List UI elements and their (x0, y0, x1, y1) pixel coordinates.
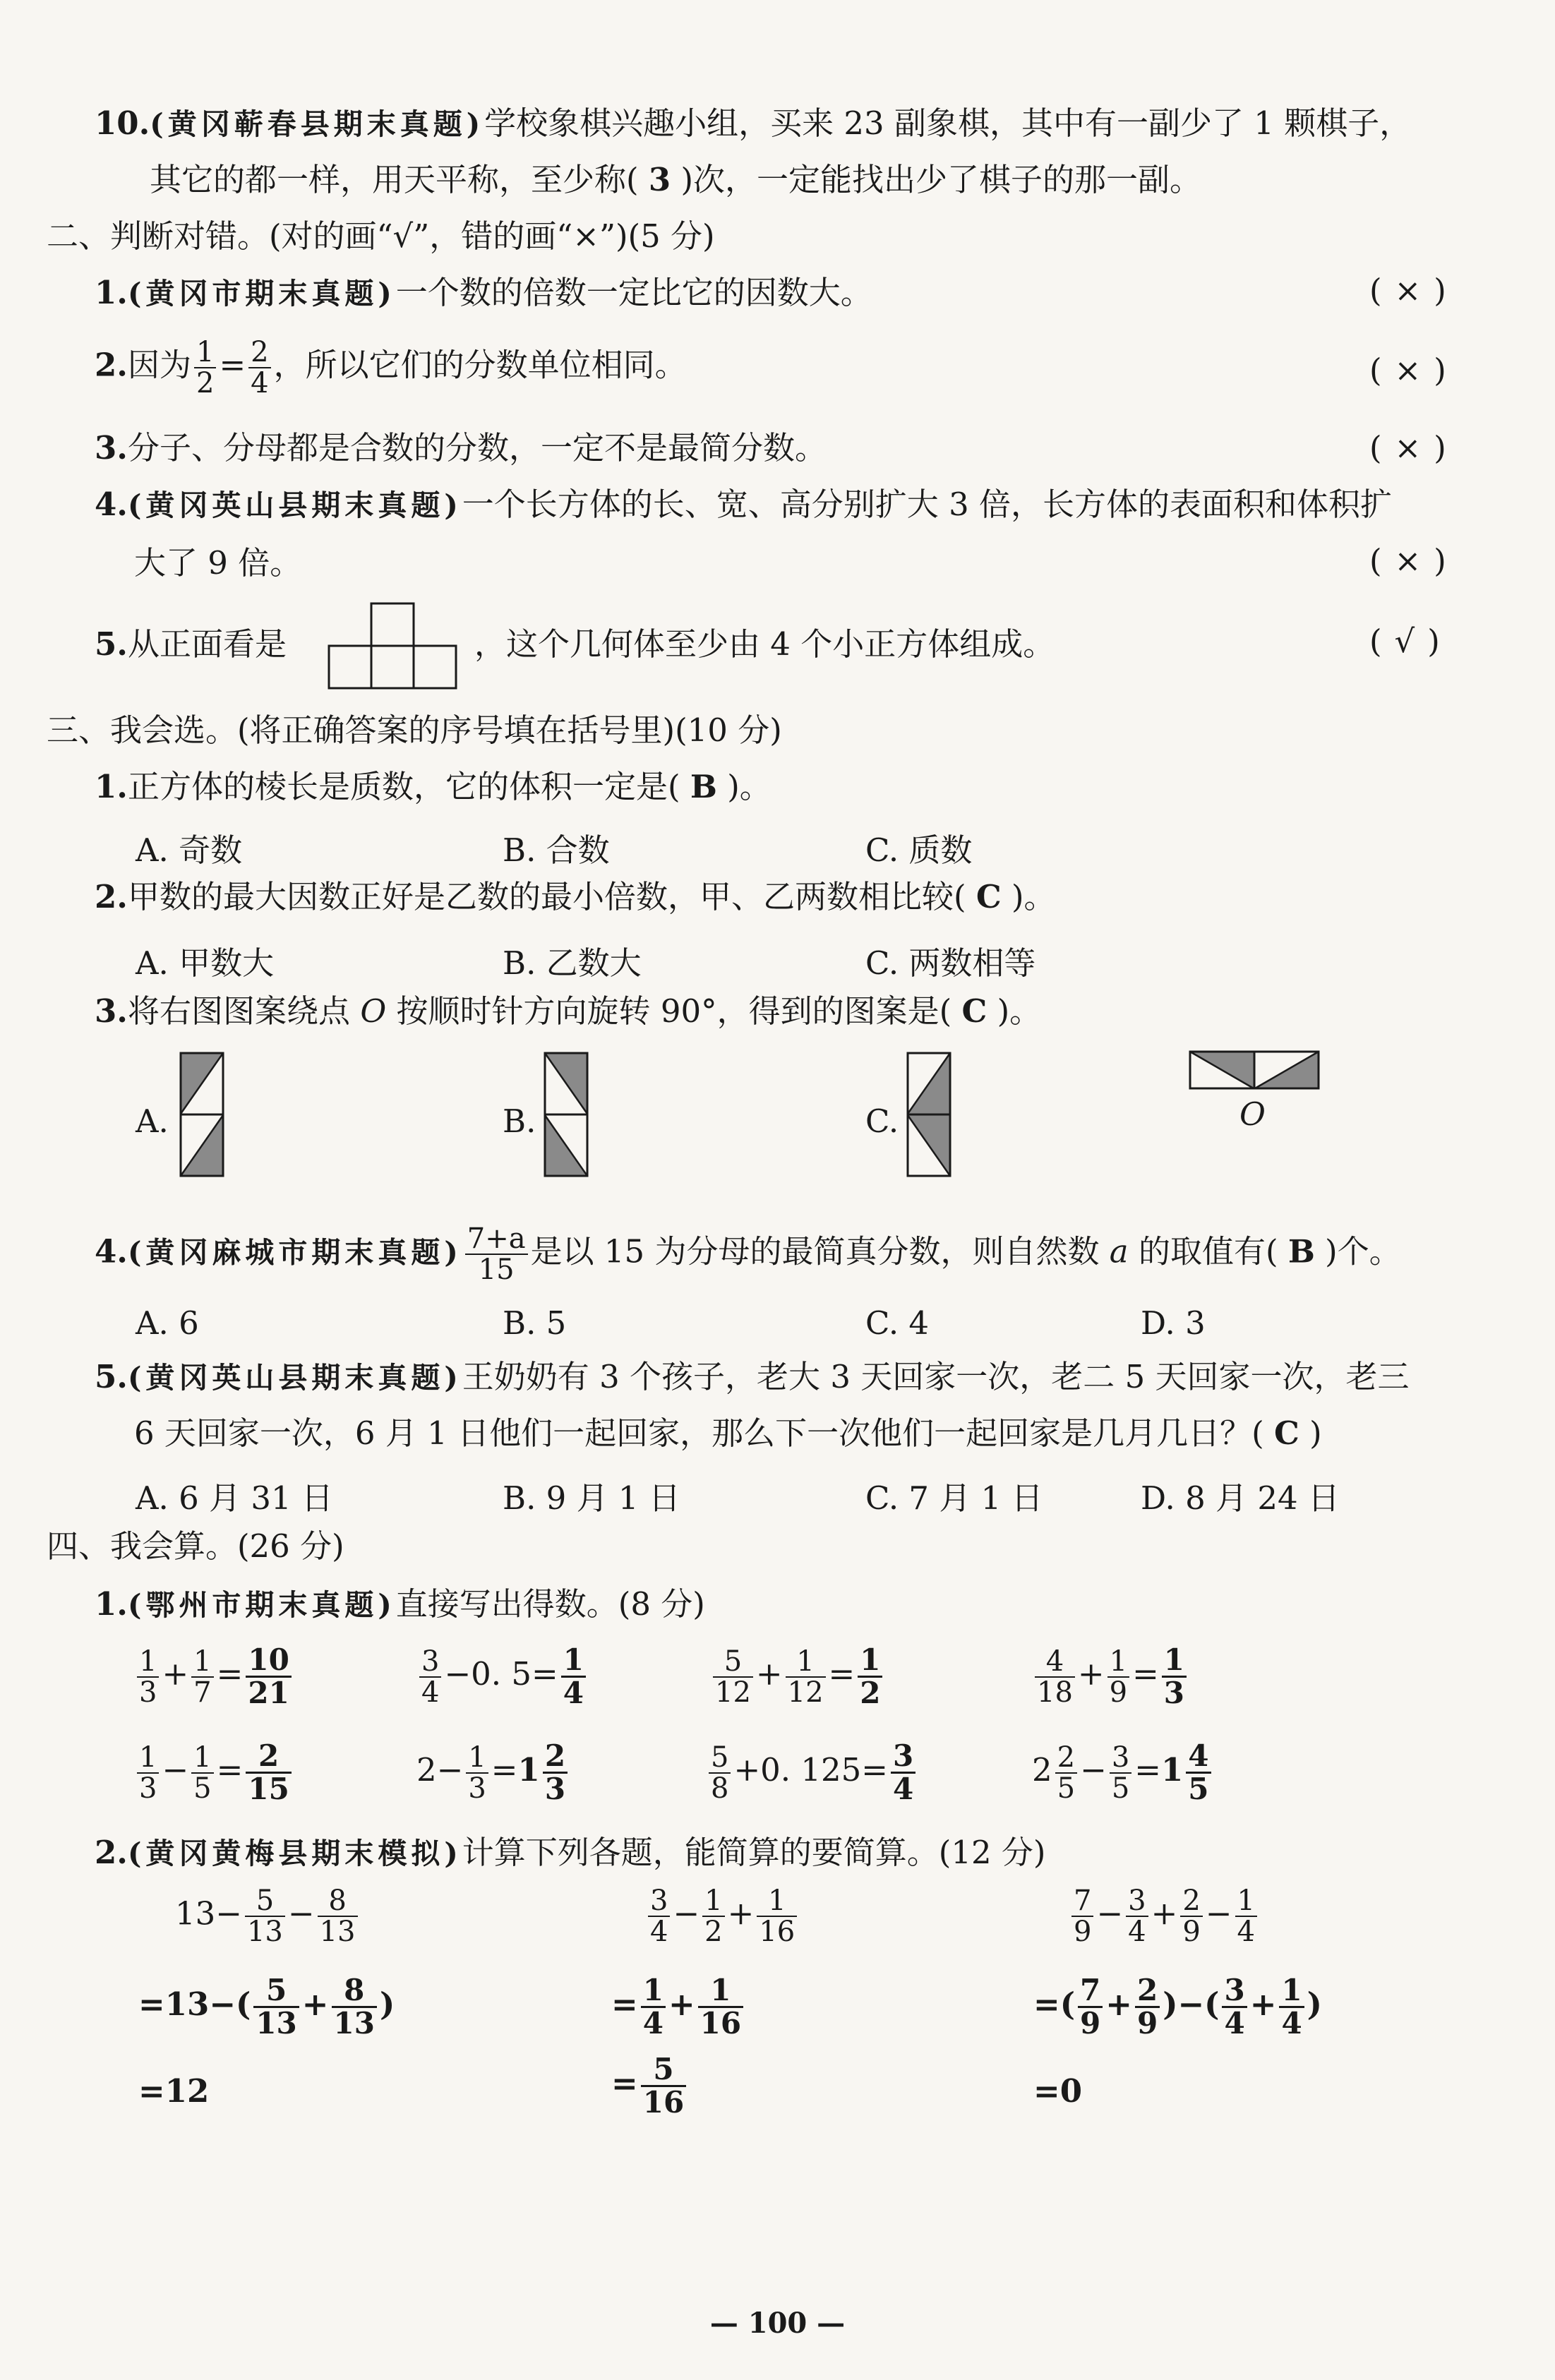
calc-r1-2: $\frac{3}{4}$ −0. 5= $\frac{1}{4}$ (416, 1645, 589, 1709)
s2-item1 (95, 274, 872, 311)
s2-item2-eq: = (219, 346, 246, 384)
s3-q3-number: 3. (95, 992, 128, 1030)
s3-q5-source: (黄冈英山县期末真题) (127, 1361, 462, 1395)
s3-q4-source: (黄冈麻城市期末真题) (127, 1235, 462, 1270)
s4-q2-number: 2. (95, 1834, 128, 1871)
s3-q3-figure-b (542, 1050, 590, 1179)
calc3-problem: $\frac{7}{9}$ − $\frac{3}{4}$ + $\frac{2}{9}$ − $\frac{1}{4}$ (1069, 1886, 1260, 1947)
s4-q1-source: (鄂州市期末真题) (127, 1588, 396, 1622)
calc2-step1: = $\frac{1}{4}$ + $\frac{1}{16}$ (611, 1975, 746, 2039)
s3-q3-point: O (360, 992, 387, 1030)
page-number: — 100 — (709, 2307, 846, 2340)
calc-r1-2-answer: $\frac{1}{4}$ (561, 1645, 586, 1709)
s2-item2-frac2: $\frac{2}{4}$ (248, 337, 270, 398)
calc-r1-4: $\frac{4}{18}$ + $\frac{1}{9}$ = $\frac{1}{3}$ (1032, 1645, 1189, 1709)
s3-q4-option-b: B. 5 (503, 1304, 567, 1342)
front-view-figure (326, 601, 460, 690)
calc1-problem: 13− $\frac{5}{13}$ − $\frac{8}{13}$ (175, 1886, 361, 1947)
q10-line1 (95, 104, 1412, 142)
s3-q4-text-a: 是以 15 为分母的最简真分数，则自然数 (530, 1232, 1100, 1270)
s2-item1-source: (黄冈市期末真题) (127, 277, 396, 311)
calc-r2-3-answer: $\frac{3}{4}$ (891, 1741, 915, 1805)
q10-answer: 3 (648, 161, 671, 198)
calc3-step1: =( $\frac{7}{9}$ + $\frac{2}{9}$ )−( $\frac{3}{4}$ + $\frac{1}{4}$ ) (1033, 1973, 1322, 2041)
calc-r1-3: $\frac{5}{12}$ + $\frac{1}{12}$ = $\frac{1}{2}$ (710, 1645, 885, 1709)
s3-q5-option-d: D. 8 月 24 日 (1141, 1479, 1340, 1517)
s3-q2-text-b: )。 (1011, 878, 1056, 915)
s3-q1-number: 1. (95, 768, 128, 805)
s2-item2 (95, 337, 687, 398)
s2-item4-line1 (95, 486, 1393, 523)
s2-item1-text: 一个数的倍数一定比它的因数大。 (395, 274, 872, 311)
s3-q4-var: a (1109, 1232, 1129, 1270)
s2-item5-mark: (√) (1369, 623, 1453, 660)
s3-q5-text-c: ) (1309, 1414, 1322, 1452)
s2-item4-text-a: 一个长方体的长、宽、高分别扩大 3 倍，长方体的表面积和体积扩 (462, 486, 1393, 523)
s3-q1-answer: B (690, 768, 717, 805)
s2-item2-text-a: 因为 (127, 346, 191, 384)
calc-r2-2-answer: $\frac{2}{3}$ (543, 1741, 568, 1805)
s2-item3-number: 3. (95, 429, 128, 467)
s3-q5-answer: C (1273, 1414, 1299, 1452)
s3-q3-point-label: O (1239, 1095, 1266, 1133)
calc-r1-4-answer: $\frac{1}{3}$ (1162, 1645, 1187, 1709)
s2-item5-text-a: 从正面看是 (127, 625, 287, 663)
s3-q4-fraction: $\frac{7+a}{15}$ (465, 1224, 528, 1285)
s3-q5-line1 (95, 1358, 1410, 1395)
section3-title: 三、我会选。(将正确答案的序号填在括号里)(10 分) (47, 711, 782, 749)
s3-q5-text-b: 6 天回家一次，6 月 1 日他们一起回家，那么下一次他们一起回家是几月几日？( (134, 1414, 1264, 1452)
s2-item3 (95, 429, 827, 467)
q10-text-a: 学校象棋兴趣小组，买来 23 副象棋，其中有一副少了 1 颗棋子， (484, 104, 1412, 142)
s2-item2-number: 2. (95, 346, 128, 384)
calc-r2-2: 2− $\frac{1}{3}$ =1 $\frac{2}{3}$ (416, 1741, 570, 1805)
s2-item5-text-b: ，这个几何体至少由 4 个小正方体组成。 (474, 625, 1055, 663)
s2-item2-frac1: $\frac{1}{2}$ (194, 337, 216, 398)
s3-q3-text-b: 按顺时针方向旋转 90°，得到的图案是( (396, 992, 952, 1030)
s3-q3-figure-a (178, 1050, 226, 1179)
s3-q4-option-c: C. 4 (865, 1304, 930, 1342)
s3-q1-option-a: A. 奇数 (136, 831, 243, 869)
s3-q5-option-a: A. 6 月 31 日 (136, 1479, 333, 1517)
s2-item3-text: 分子、分母都是合数的分数，一定不是最简分数。 (127, 429, 827, 467)
s3-q2-option-c: C. 两数相等 (865, 944, 1036, 982)
calc-r2-4-answer: $\frac{4}{5}$ (1186, 1741, 1211, 1805)
s3-q2-text-a: 甲数的最大因数正好是乙数的最小倍数，甲、乙两数相比较( (127, 878, 966, 915)
s2-item2-mark: (×) (1369, 351, 1459, 389)
s4-q2-text: 计算下列各题，能简算的要简算。(12 分) (462, 1834, 1046, 1871)
s3-q3-label-a: A. (136, 1102, 169, 1140)
s3-q1-option-b: B. 合数 (503, 831, 610, 869)
calc-r2-1-answer: $\frac{2}{15}$ (246, 1741, 291, 1805)
s3-q3-label-c: C. (865, 1102, 899, 1140)
q10-number: 10. (95, 104, 150, 142)
calc1-result: =12 (138, 2072, 210, 2110)
s2-item2-text-b: ，所以它们的分数单位相同。 (273, 346, 687, 384)
s3-q5-number: 5. (95, 1358, 128, 1395)
s3-q2-option-b: B. 乙数大 (503, 944, 642, 982)
q10-line2 (150, 161, 1202, 198)
calc-r2-3: $\frac{5}{8}$ +0. 125= $\frac{3}{4}$ (706, 1741, 918, 1805)
s3-q2-option-a: A. 甲数大 (136, 944, 275, 982)
calc2-result: = $\frac{5}{16}$ (611, 2054, 689, 2118)
s3-q4-option-d: D. 3 (1141, 1304, 1206, 1342)
s3-q5-option-c: C. 7 月 1 日 (865, 1479, 1043, 1517)
calc2-problem: $\frac{3}{4}$ − $\frac{1}{2}$ + $\frac{1}{16}$ (645, 1886, 800, 1947)
s3-q1-text-b: )。 (727, 768, 772, 805)
s3-q4-text-b: 的取值有( (1138, 1232, 1278, 1270)
s3-q3-text-c: )。 (997, 992, 1042, 1030)
q10-text-c: )次，一定能找出少了棋子的那一副。 (680, 161, 1202, 198)
s2-item5-number: 5. (95, 625, 128, 663)
s3-q3-figure-c (905, 1050, 953, 1179)
s3-q2 (95, 878, 1056, 915)
s3-q2-answer: C (975, 878, 1002, 915)
s3-q1-option-c: C. 质数 (865, 831, 973, 869)
s2-item1-mark: (×) (1369, 272, 1459, 309)
s4-q1-number: 1. (95, 1585, 128, 1623)
s4-q2-source: (黄冈黄梅县期末模拟) (127, 1837, 462, 1870)
calc-r1-1: $\frac{1}{3}$ + $\frac{1}{7}$ = $\frac{10}{21}$ (134, 1645, 294, 1709)
s3-q3-text-a: 将右图图案绕点 (127, 992, 350, 1030)
calc-r1-1-answer: $\frac{10}{21}$ (246, 1645, 291, 1709)
s3-q4-option-a: A. 6 (136, 1304, 199, 1342)
calc-r2-4: 2 $\frac{2}{5}$ − $\frac{3}{5}$ =1 $\frac{4}{5}$ (1032, 1741, 1214, 1805)
s3-q3-answer: C (961, 992, 987, 1030)
s3-q5-option-b: B. 9 月 1 日 (503, 1479, 680, 1517)
s2-item4-source: (黄冈英山县期末真题) (127, 488, 462, 522)
s3-q3-label-b: B. (503, 1102, 536, 1140)
s2-item4-mark: (×) (1369, 542, 1459, 579)
s3-q5-line2 (134, 1414, 1322, 1452)
s4-q1 (95, 1585, 705, 1623)
calc3-result: =0 (1033, 2072, 1083, 2110)
s2-item1-number: 1. (95, 274, 128, 311)
q10-text-b: 其它的都一样，用天平称，至少称( (150, 161, 639, 198)
section4-title: 四、我会算。(26 分) (47, 1527, 344, 1565)
section2-title: 二、判断对错。(对的画“√”，错的画“×”)(5 分) (47, 217, 715, 255)
s3-q5-text-a: 王奶奶有 3 个孩子，老大 3 天回家一次，老二 5 天回家一次，老三 (462, 1358, 1410, 1395)
calc1-step1: =13−( $\frac{5}{13}$ + $\frac{8}{13}$ ) (138, 1973, 395, 2041)
s3-q1-text-a: 正方体的棱长是质数，它的体积一定是( (127, 768, 680, 805)
s3-q4-text-c: )个。 (1325, 1232, 1401, 1270)
calc-r1-3-answer: $\frac{1}{2}$ (858, 1645, 882, 1709)
s2-item4-text-b: 大了 9 倍。 (134, 544, 302, 582)
calc-r2-1: $\frac{1}{3}$ − $\frac{1}{5}$ = $\frac{2}{15}$ (134, 1741, 294, 1805)
s4-q1-text: 直接写出得数。(8 分) (395, 1585, 705, 1623)
s3-q3 (95, 992, 1042, 1030)
s3-q4 (95, 1224, 1401, 1285)
s2-item3-mark: (×) (1369, 429, 1459, 467)
s2-item5 (95, 625, 287, 663)
s3-q4-number: 4. (95, 1232, 128, 1270)
s4-q2 (95, 1834, 1046, 1871)
s3-q1 (95, 768, 772, 805)
s3-q3-original-figure (1187, 1049, 1321, 1091)
s3-q4-answer: B (1287, 1232, 1315, 1270)
s3-q2-number: 2. (95, 878, 128, 915)
q10-source: (黄冈蕲春县期末真题) (150, 107, 485, 141)
s2-item4-number: 4. (95, 486, 128, 523)
